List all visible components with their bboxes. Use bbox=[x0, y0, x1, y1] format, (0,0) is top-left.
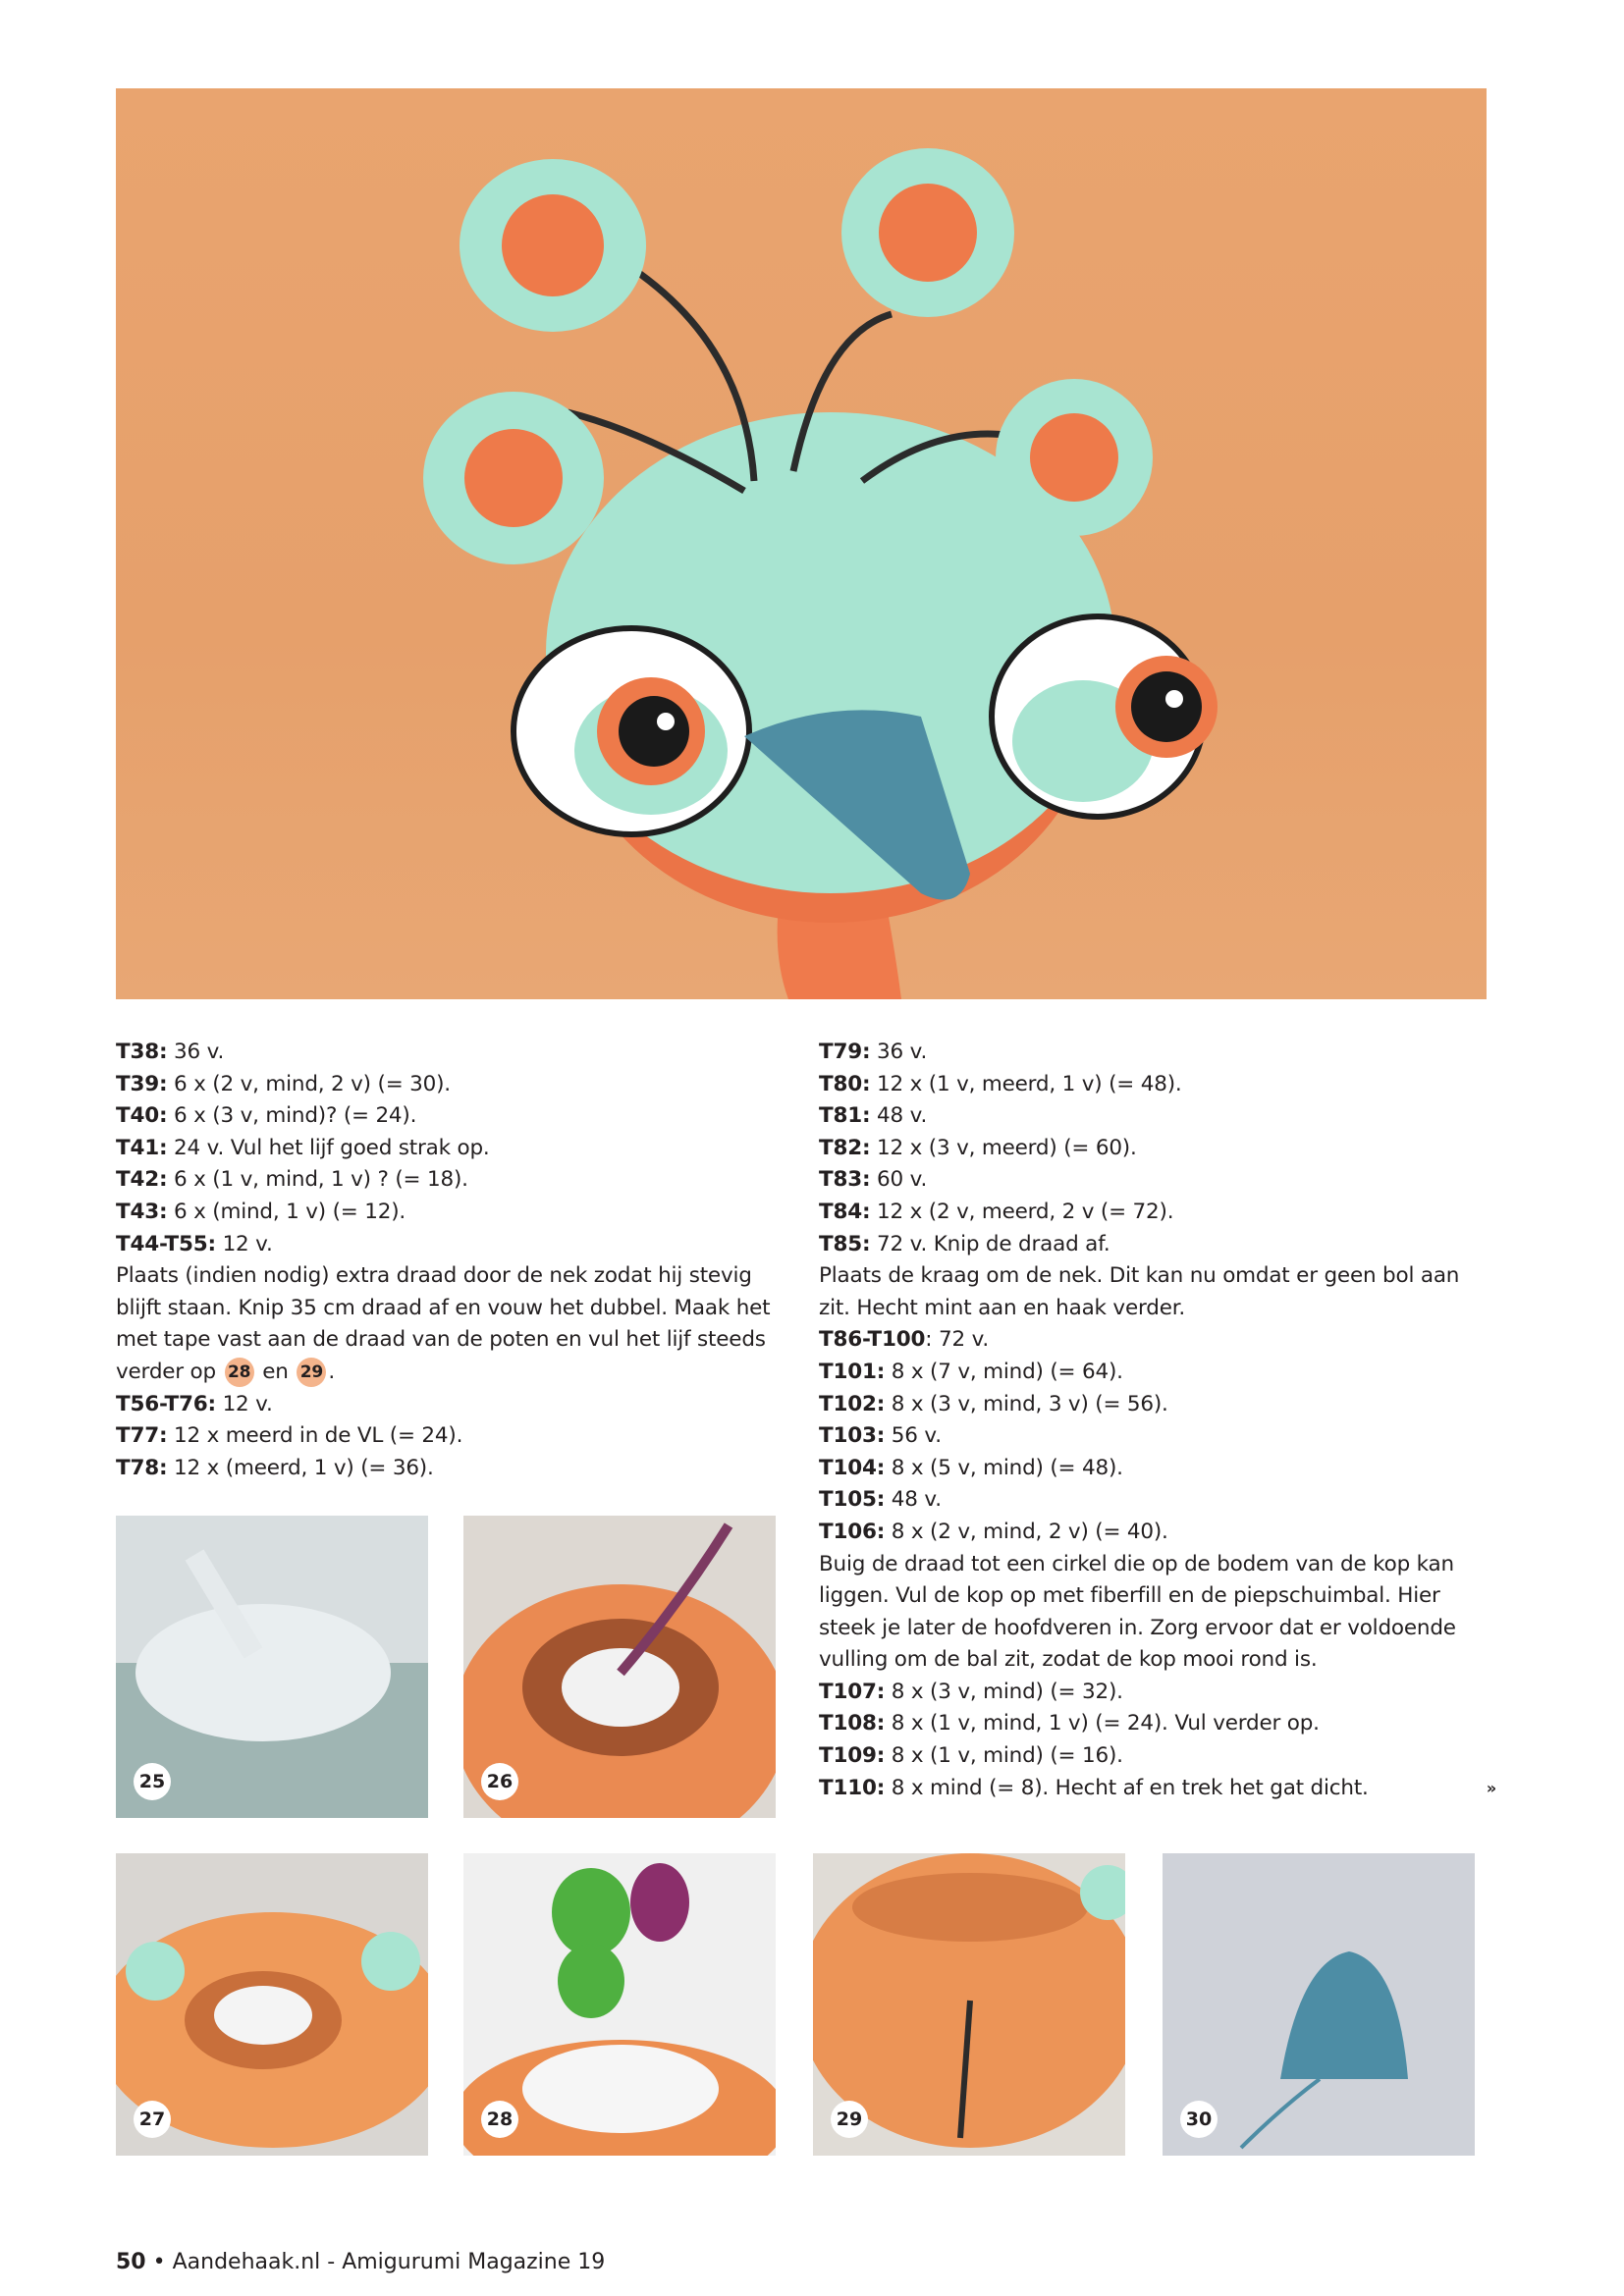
row-label: T108: bbox=[819, 1711, 886, 1736]
photo-ref-badge: 28 bbox=[225, 1358, 254, 1387]
row-label: T78: bbox=[116, 1455, 168, 1480]
pattern-row bbox=[819, 1133, 1496, 1165]
row-text: 6 x (3 v, mind)? (= 24). bbox=[167, 1103, 417, 1129]
row-text: 48 v. bbox=[870, 1103, 928, 1129]
row-label: T44-T55: bbox=[116, 1231, 216, 1256]
pattern-row bbox=[116, 1164, 772, 1197]
row-label: T106: bbox=[819, 1519, 886, 1544]
row-label: T84: bbox=[819, 1199, 871, 1224]
row-text: 8 x (1 v, mind) (= 16). bbox=[885, 1743, 1123, 1769]
row-label: T40: bbox=[116, 1103, 168, 1129]
row-text: 6 x (mind, 1 v) (= 12). bbox=[167, 1199, 406, 1224]
hero-photo bbox=[116, 88, 1487, 999]
pattern-row bbox=[819, 1037, 1496, 1069]
row-label: T38: bbox=[116, 1040, 168, 1064]
pattern-column-right bbox=[819, 1037, 1496, 1804]
row-label: T42: bbox=[116, 1167, 168, 1193]
row-label: T85: bbox=[819, 1231, 871, 1256]
row-label: T43: bbox=[116, 1199, 168, 1224]
row-text: 8 x mind (= 8). Hecht af en trek het gat dicht. bbox=[885, 1775, 1369, 1800]
photo-ref-badge: 29 bbox=[297, 1358, 326, 1387]
row-text: 8 x (5 v, mind) (= 48). bbox=[885, 1455, 1123, 1480]
row-text: 8 x (2 v, mind, 2 v) (= 40). bbox=[885, 1519, 1168, 1544]
photo-number: 26 bbox=[481, 1763, 518, 1800]
pattern-row bbox=[819, 1069, 1496, 1101]
row-text: 12 v. bbox=[215, 1391, 273, 1416]
footer-bullet: • bbox=[152, 2250, 166, 2274]
row-text: 12 x (3 v, meerd) (= 60). bbox=[870, 1135, 1137, 1160]
row-text: 72 v. Knip de draad af. bbox=[870, 1231, 1110, 1256]
step-photo-29 bbox=[813, 1853, 1125, 2156]
row-label: T101: bbox=[819, 1359, 886, 1384]
row-text: 12 x (meerd, 1 v) (= 36). bbox=[167, 1455, 434, 1480]
row-text: 12 x (2 v, meerd, 2 v (= 72). bbox=[870, 1199, 1174, 1224]
row-label: T39: bbox=[116, 1071, 168, 1096]
step-photo-28 bbox=[463, 1853, 776, 2156]
row-label: T82: bbox=[819, 1135, 871, 1160]
paragraph-conjunction: en bbox=[262, 1359, 289, 1384]
row-label: T80: bbox=[819, 1071, 871, 1096]
pattern-row bbox=[116, 1069, 772, 1101]
row-label: T79: bbox=[819, 1040, 871, 1064]
instruction-paragraph: Plaats de kraag om de nek. Dit kan nu omdat er geen bol aan zit. Hecht mint aan en haak verder. bbox=[819, 1263, 1460, 1320]
photo-number: 25 bbox=[134, 1763, 171, 1800]
pattern-row bbox=[819, 1740, 1496, 1773]
row-label: T110: bbox=[819, 1775, 886, 1800]
pattern-row bbox=[116, 1037, 772, 1069]
paragraph-text: Plaats (indien nodig) extra draad door de nek zodat hij stevig blijft staan. Knip 35 cm draad af en vouw het dubbel. Maak het met tape vast aan de draad van de poten en vul het lijf steeds verder op bbox=[116, 1263, 771, 1384]
row-label: T107: bbox=[819, 1679, 886, 1704]
row-text: 60 v. bbox=[870, 1167, 928, 1193]
row-label: T77: bbox=[116, 1423, 168, 1449]
pattern-row bbox=[116, 1197, 772, 1229]
pattern-row bbox=[819, 1164, 1496, 1197]
pattern-row bbox=[819, 1453, 1496, 1485]
row-text: 8 x (3 v, mind) (= 32). bbox=[885, 1679, 1123, 1704]
page-number: 50 bbox=[116, 2250, 146, 2274]
instruction-paragraph: Buig de draad tot een cirkel die op de bodem van de kop kan liggen. Vul de kop op met fiberfill en de piepschuimbal. Hier steek je later de hoofdveren in. Zorg ervoor dat er voldoende vulling om de bal zit, zodat de kop mooi rond is. bbox=[819, 1551, 1456, 1673]
row-text: 8 x (3 v, mind, 3 v) (= 56). bbox=[885, 1391, 1168, 1416]
row-label: T56-T76: bbox=[116, 1391, 216, 1416]
row-label: T83: bbox=[819, 1167, 871, 1193]
row-text: 6 x (2 v, mind, 2 v) (= 30). bbox=[167, 1071, 451, 1096]
pattern-row bbox=[116, 1453, 772, 1485]
pattern-row bbox=[116, 1133, 772, 1165]
footer-text: Aandehaak.nl - Amigurumi Magazine 19 bbox=[172, 2250, 606, 2274]
pattern-row bbox=[819, 1357, 1496, 1389]
row-text: 24 v. Vul het lijf goed strak op. bbox=[167, 1135, 490, 1160]
pattern-row bbox=[116, 1389, 772, 1421]
pattern-row bbox=[819, 1677, 1496, 1709]
photo-number: 29 bbox=[831, 2101, 868, 2138]
pattern-row bbox=[819, 1197, 1496, 1229]
row-text: 36 v. bbox=[167, 1040, 225, 1064]
peacock-head-illustration bbox=[116, 88, 1487, 999]
photo-number: 27 bbox=[134, 2101, 171, 2138]
row-text: 56 v. bbox=[885, 1423, 942, 1449]
row-text: : 72 v. bbox=[925, 1327, 990, 1353]
page-footer bbox=[116, 2250, 605, 2274]
photo-number: 28 bbox=[481, 2101, 518, 2138]
row-text: 12 v. bbox=[215, 1231, 273, 1256]
row-label: T104: bbox=[819, 1455, 886, 1480]
row-label: T105: bbox=[819, 1487, 886, 1513]
pattern-row bbox=[116, 1420, 772, 1453]
step-photo-30 bbox=[1163, 1853, 1475, 2156]
pattern-row bbox=[116, 1100, 772, 1133]
row-text: 6 x (1 v, mind, 1 v) ? (= 18). bbox=[167, 1167, 468, 1193]
pattern-row bbox=[819, 1708, 1496, 1740]
row-text: 12 x meerd in de VL (= 24). bbox=[167, 1423, 463, 1449]
step-photo-25 bbox=[116, 1516, 428, 1818]
pattern-row bbox=[819, 1484, 1496, 1517]
continue-arrow-icon: » bbox=[1486, 1778, 1496, 1797]
row-text: 8 x (7 v, mind) (= 64). bbox=[885, 1359, 1123, 1384]
instruction-paragraph bbox=[116, 1260, 772, 1388]
paragraph-end: . bbox=[328, 1359, 335, 1384]
pattern-row bbox=[819, 1517, 1496, 1549]
row-label: T86-T100 bbox=[819, 1327, 926, 1353]
pattern-row bbox=[819, 1100, 1496, 1133]
step-photo-27 bbox=[116, 1853, 428, 2156]
pattern-column-left bbox=[116, 1037, 772, 1484]
step-photo-26 bbox=[463, 1516, 776, 1818]
row-text: 36 v. bbox=[870, 1040, 928, 1064]
row-label: T41: bbox=[116, 1135, 168, 1160]
pattern-row bbox=[819, 1420, 1496, 1453]
pattern-row bbox=[819, 1773, 1496, 1805]
row-text: 12 x (1 v, meerd, 1 v) (= 48). bbox=[870, 1071, 1182, 1096]
photo-number: 30 bbox=[1180, 2101, 1218, 2138]
pattern-row bbox=[819, 1324, 1496, 1357]
row-text: 8 x (1 v, mind, 1 v) (= 24). Vul verder op. bbox=[885, 1711, 1320, 1736]
row-label: T102: bbox=[819, 1391, 886, 1416]
pattern-row bbox=[116, 1229, 772, 1261]
row-text: 48 v. bbox=[885, 1487, 942, 1513]
row-label: T109: bbox=[819, 1743, 886, 1769]
pattern-row bbox=[819, 1389, 1496, 1421]
pattern-row bbox=[819, 1229, 1496, 1261]
row-label: T81: bbox=[819, 1103, 871, 1129]
row-label: T103: bbox=[819, 1423, 886, 1449]
